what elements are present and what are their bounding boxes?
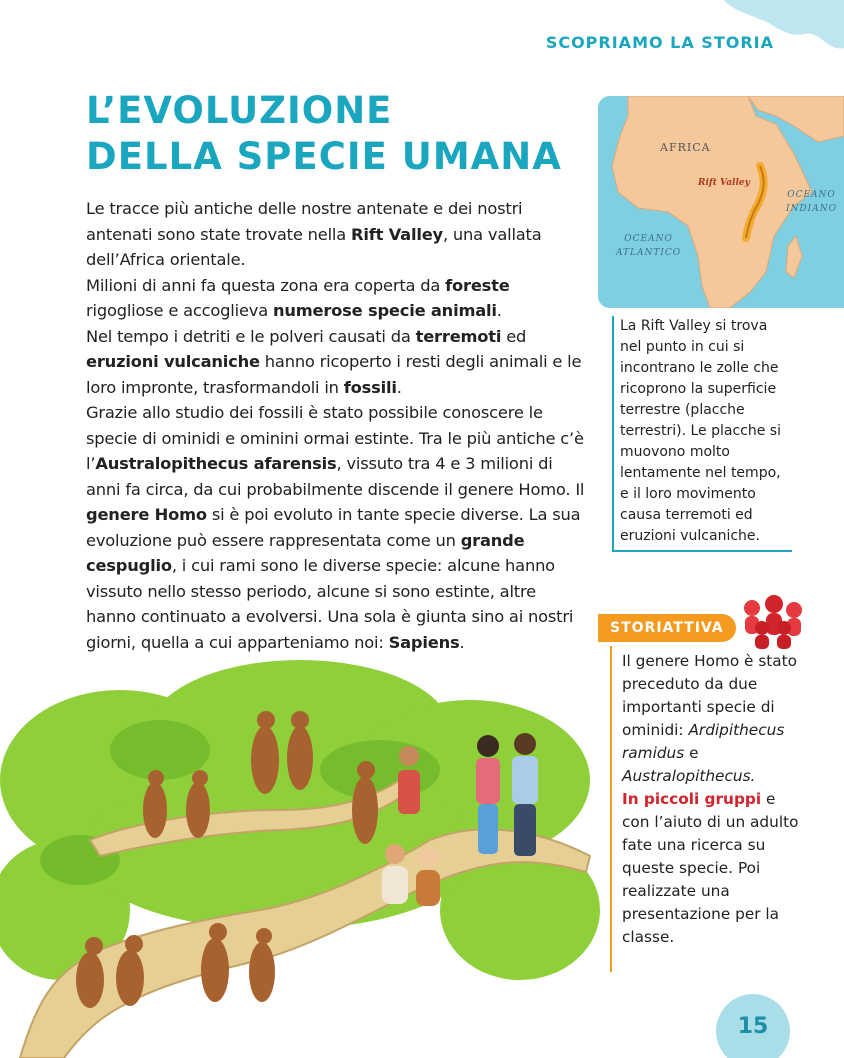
- activity-span: Il genere Homo è stato preceduto da due importanti specie di ominidi:: [622, 652, 798, 739]
- body-text-span: rigogliose e accoglieva: [86, 301, 273, 320]
- highlight-foreste: foreste: [445, 275, 510, 295]
- activity-species-1: Ardipithecus ramidus: [622, 721, 785, 762]
- map-label-oceano-atlantico: [616, 232, 681, 260]
- evolution-tree-illustration: [0, 660, 600, 1058]
- group-figures-icon: [740, 594, 806, 650]
- highlight-australopithecus: Australopithecus afarensis: [95, 454, 337, 473]
- activity-species-2: Australopithecus.: [622, 767, 756, 785]
- map-label-rift-valley: Rift Valley: [698, 178, 750, 188]
- highlight-eruzioni: eruzioni vulcaniche: [86, 352, 260, 371]
- body-text-span: .: [396, 377, 402, 397]
- title-line-2: DELLA SPECIE UMANA: [86, 135, 562, 178]
- highlight-cespuglio: grande cespuglio: [86, 530, 525, 575]
- africa-map: [598, 96, 844, 308]
- body-text-span: .: [459, 632, 465, 652]
- body-text-span: si è poi evoluto in tante specie diverse. La sua evoluzione può essere rappresentata come un: [86, 505, 581, 550]
- page-number: 15: [716, 994, 790, 1058]
- map-label-line: INDIANO: [786, 204, 837, 214]
- page-title: [86, 88, 562, 180]
- body-text: [86, 196, 586, 655]
- activity-span: e: [684, 744, 699, 762]
- map-label-line: ATLANTICO: [616, 248, 682, 258]
- highlight-fossili: fossili: [343, 377, 397, 397]
- highlight-specie-animali: numerose specie animali: [272, 301, 497, 320]
- body-text-span: , una vallata dell’Africa orientale.: [86, 224, 542, 269]
- title-line-1: L’EVOLUZIONE: [86, 89, 393, 132]
- body-text-span: , i cui rami sono le diverse specie: alcune hanno vissuto nello stesso periodo, alcune si sono estinte, altre hanno continuato a evolversi. Una sola è giunta sino ai nostri giorni, quella a cui apparteniamo noi:: [86, 556, 574, 652]
- map-caption: La Rift Valley si trova nel punto in cui si incontrano le zolle che ricoprono la superficie terrestre (placche terrestri). Le placche si muovono molto lentamente nel tempo, e il loro movimento causa terremoti ed eruzioni vulcaniche.: [612, 316, 792, 552]
- body-text-span: hanno ricoperto i resti degli animali e le loro impronte, trasformandoli in: [86, 352, 582, 397]
- body-text-span: Grazie allo studio dei fossili è stato possibile conoscere le specie di ominidi e ominini ormai estinte. Tra le più antiche c’è l’: [86, 403, 584, 473]
- body-text-span: Milioni di anni fa questa zona era coperta da: [86, 275, 446, 295]
- activity-highlight: In piccoli gruppi: [622, 790, 762, 808]
- section-label: SCOPRIAMO LA STORIA: [545, 33, 774, 52]
- body-text-span: .: [496, 301, 502, 320]
- body-text-span: Le tracce più antiche delle nostre antenate e dei nostri antenati sono state trovate nella: [86, 199, 523, 244]
- map-label-line: OCEANO: [624, 234, 673, 244]
- activity-span: e con l’aiuto di un adulto fate una ricerca su queste specie. Poi realizzate una presentazione per la classe.: [622, 790, 799, 946]
- map-label-africa: AFRICA: [660, 141, 711, 154]
- highlight-sapiens: Sapiens: [388, 632, 460, 652]
- map-label-line: OCEANO: [787, 190, 836, 200]
- highlight-rift-valley: Rift Valley: [351, 224, 443, 244]
- body-text-span: Nel tempo i detriti e le polveri causati da: [86, 326, 416, 346]
- highlight-genere-homo: genere Homo: [86, 505, 207, 524]
- map-label-oceano-indiano: [786, 188, 837, 216]
- body-text-span: ed: [501, 326, 527, 346]
- highlight-terremoti: terremoti: [415, 326, 502, 346]
- storiattiva-badge: STORIATTIVA: [598, 614, 736, 642]
- body-text-span: , vissuto tra 4 e 3 milioni di anni fa circa, da cui probabilmente discende il genere Homo. Il: [86, 454, 585, 499]
- activity-text: [610, 646, 800, 972]
